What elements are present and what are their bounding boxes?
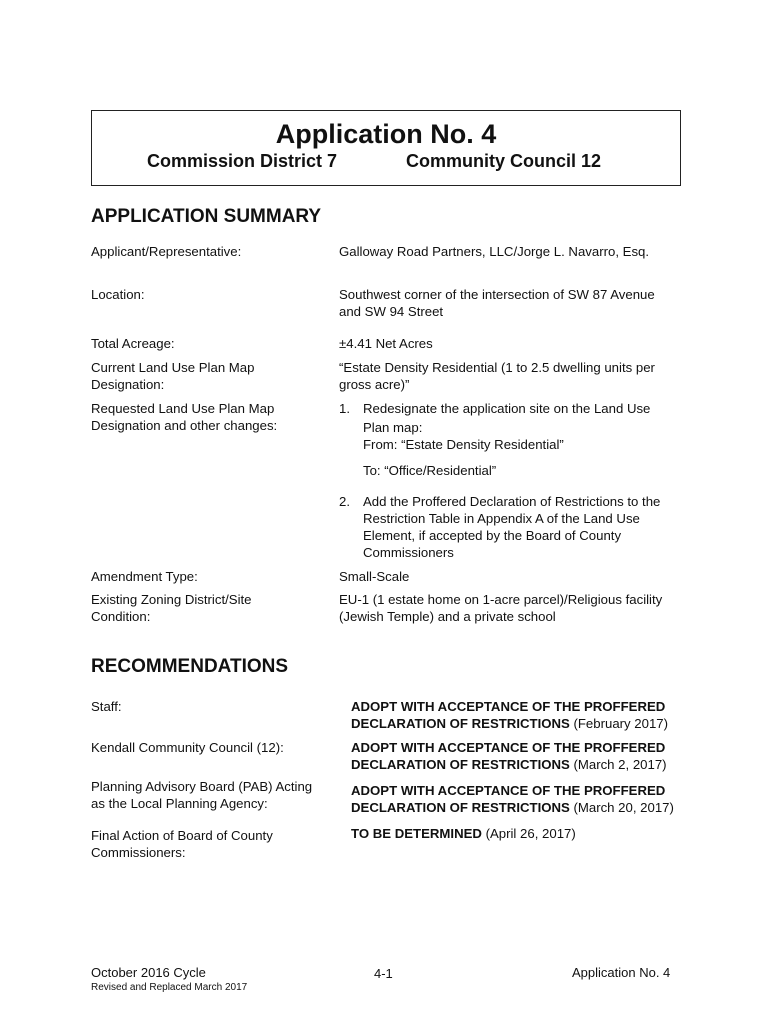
staff-rec-bold-1: ADOPT WITH ACCEPTANCE OF THE PROFFERED (351, 699, 666, 714)
final-rec-bold: TO BE DETERMINED (351, 826, 482, 841)
final-rec-date: (April 26, 2017) (481, 826, 576, 841)
amendment-label: Amendment Type: (91, 569, 198, 584)
acreage-label: Total Acreage: (91, 336, 175, 351)
document-title: Application No. 4 (275, 119, 497, 149)
pab-rec-date: (March 20, 2017) (569, 800, 674, 815)
applicant-label: Applicant/Representative: (91, 244, 242, 259)
recommendations-heading: RECOMMENDATIONS (91, 656, 289, 677)
footer-page-number: 4-1 (374, 966, 393, 981)
pab-rec-line2 (351, 799, 698, 816)
footer-cycle: October 2016 Cycle (91, 965, 206, 980)
pab-label-1: Planning Advisory Board (PAB) Acting (91, 779, 313, 794)
item2-line3: Element, if accepted by the Board of County (363, 528, 622, 543)
staff-rec-date: (February 2017) (569, 716, 669, 731)
acreage-value: ±4.41 Net Acres (339, 336, 433, 351)
staff-label: Staff: (91, 699, 122, 714)
staff-rec-line1 (351, 698, 698, 715)
applicant-value: Galloway Road Partners, LLC/Jorge L. Navarro, Esq. (339, 244, 650, 259)
item1-from: From: “Estate Density Residential” (363, 437, 564, 452)
pab-label-2: as the Local Planning Agency: (91, 796, 268, 811)
location-value-2: and SW 94 Street (339, 304, 444, 319)
item1-line2: Plan map: (363, 420, 423, 435)
commission-district: Commission District 7 (147, 151, 338, 171)
kendall-rec-line2 (351, 756, 698, 773)
pab-rec-bold-2: DECLARATION OF RESTRICTIONS (351, 800, 570, 815)
title-box (91, 110, 681, 186)
current-value-2: gross acre)” (339, 377, 410, 392)
location-value-1: Southwest corner of the intersection of SW 87 Avenue (339, 287, 655, 302)
final-rec-line (351, 825, 698, 842)
zoning-value-1: EU-1 (1 estate home on 1-acre parcel)/Religious facility (339, 592, 663, 607)
staff-rec-line2 (351, 715, 698, 732)
item1-line1: Redesignate the application site on the Land Use (363, 401, 651, 416)
requested-label-1: Requested Land Use Plan Map (91, 401, 275, 416)
zoning-label-1: Existing Zoning District/Site (91, 592, 252, 607)
list-number: 2. (339, 494, 350, 509)
final-label-1: Final Action of Board of County (91, 828, 273, 843)
kendall-rec-bold-2: DECLARATION OF RESTRICTIONS (351, 757, 570, 772)
footer-application: Application No. 4 (572, 965, 671, 980)
kendall-rec-date: (March 2, 2017) (569, 757, 667, 772)
item2-line4: Commissioners (363, 545, 454, 560)
community-council: Community Council 12 (406, 151, 602, 171)
current-label-2: Designation: (91, 377, 165, 392)
list-number: 1. (339, 401, 350, 416)
current-label-1: Current Land Use Plan Map (91, 360, 255, 375)
summary-heading: APPLICATION SUMMARY (91, 206, 322, 227)
pab-rec-line1 (351, 782, 698, 799)
zoning-label-2: Condition: (91, 609, 151, 624)
amendment-value: Small-Scale (339, 569, 410, 584)
final-label-2: Commissioners: (91, 845, 186, 860)
item2-line1: Add the Proffered Declaration of Restrictions to the (363, 494, 661, 509)
item1-to: To: “Office/Residential” (363, 463, 497, 478)
kendall-rec-bold-1: ADOPT WITH ACCEPTANCE OF THE PROFFERED (351, 740, 666, 755)
staff-rec-bold-2: DECLARATION OF RESTRICTIONS (351, 716, 570, 731)
kendall-rec-line1 (351, 739, 698, 756)
requested-label-2: Designation and other changes: (91, 418, 278, 433)
pab-rec-bold-1: ADOPT WITH ACCEPTANCE OF THE PROFFERED (351, 783, 666, 798)
footer-revised: Revised and Replaced March 2017 (91, 982, 248, 993)
kendall-label: Kendall Community Council (12): (91, 740, 284, 755)
location-label: Location: (91, 287, 145, 302)
current-value-1: “Estate Density Residential (1 to 2.5 dwelling units per (339, 360, 655, 375)
zoning-value-2: (Jewish Temple) and a private school (339, 609, 556, 624)
item2-line2: Restriction Table in Appendix A of the Land Use (363, 511, 640, 526)
